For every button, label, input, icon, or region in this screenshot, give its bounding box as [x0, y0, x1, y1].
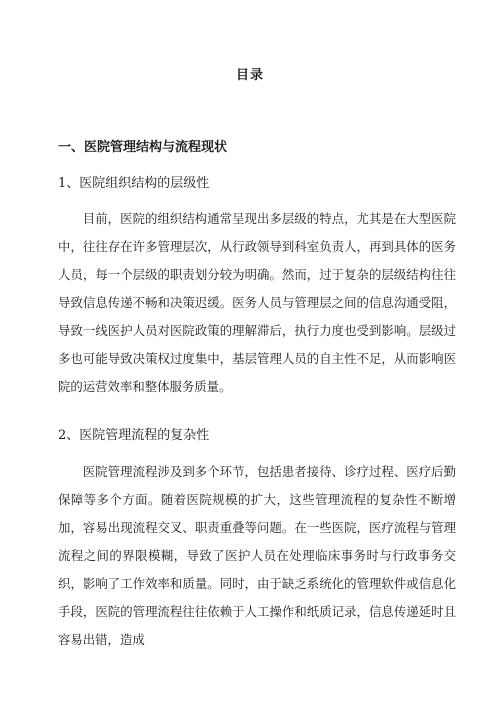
subsection-heading-1: 1、医院组织结构的层级性 [58, 176, 210, 191]
section-heading: 一、医院管理结构与流程现状 [58, 140, 228, 155]
subsection-heading-2: 2、医院管理流程的复杂性 [58, 428, 210, 443]
page-title: 目录 [235, 68, 264, 83]
paragraph-1: 目前，医院的组织结构通常呈现出多层级的特点，尤其是在大型医院中，往往存在许多管理层次，从行政领导到科室负责人，再到具体的医务人员，每一个层级的职责划分较为明确。然而，过于复杂的层级结构往往导致信息传递不畅和决策迟缓。医务人员与管理层之间的信息沟通受阻，导致一线医护人员对医院政策的理解滞后，执行力度也受到影响。层级过多也可能导致决策权过度集中，基层管理人员的自主性不足，从而影响医院的运营效率和整体服务质量。 [58, 211, 456, 394]
paragraph-2: 医院管理流程涉及到多个环节，包括患者接待、诊疗过程、医疗后勤保障等多个方面。随着医院规模的扩大，这些管理流程的复杂性不断增加，容易出现流程交叉、职责重叠等问题。在一些医院，医疗流程与管理流程之间的界限模糊，导致了医护人员在处理临床事务时与行政事务交织，影响了工作效率和质量。同时，由于缺乏系统化的管理软件或信息化手段，医院的管理流程往往依赖于人工操作和纸质记录，信息传递延时且容易出错，造成 [58, 464, 456, 647]
